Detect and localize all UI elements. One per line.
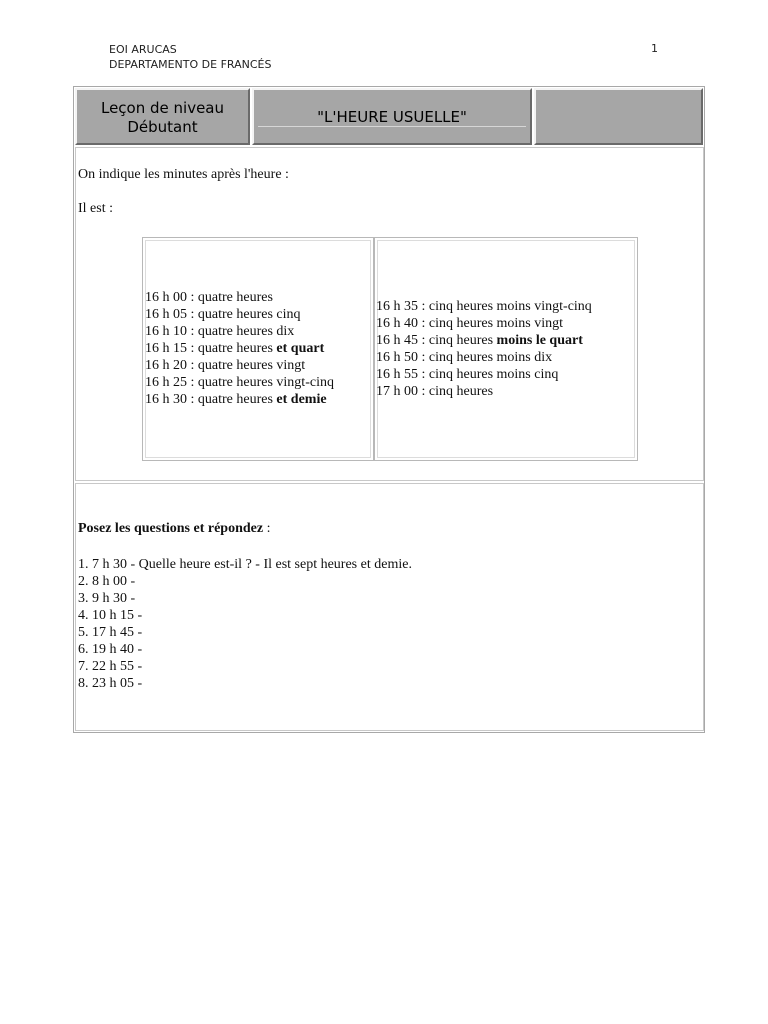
time-row: 16 h 55 : cinq heures moins cinq: [376, 367, 559, 382]
lesson-title: "L'HEURE USUELLE": [317, 108, 467, 126]
time-row: 16 h 20 : quatre heures vingt: [145, 358, 306, 373]
list-item: 2. 8 h 00 -: [78, 574, 136, 589]
time-row: 17 h 00 : cinq heures: [376, 384, 494, 399]
times-list-right: [376, 298, 592, 400]
level-line-1: Leçon de niveau: [100, 99, 225, 117]
title-rule: [258, 126, 526, 127]
time-row: 16 h 30 : quatre heures et demie: [145, 392, 327, 407]
time-row: 16 h 40 : cinq heures moins vingt: [376, 316, 564, 331]
lesson-title-cell: [252, 88, 532, 145]
department-name: DEPARTAMENTO DE FRANCÉS: [109, 58, 272, 71]
page-number: 1: [651, 42, 658, 55]
times-list-left: [145, 289, 334, 408]
time-row: 16 h 35 : cinq heures moins vingt-cinq: [376, 299, 592, 314]
list-item: 4. 10 h 15 -: [78, 608, 143, 623]
time-row: 16 h 25 : quatre heures vingt-cinq: [145, 375, 334, 390]
time-row: 16 h 45 : cinq heures moins le quart: [376, 333, 583, 348]
level-cell: [75, 88, 250, 145]
list-item: 5. 17 h 45 -: [78, 625, 143, 640]
time-row: 16 h 50 : cinq heures moins dix: [376, 350, 553, 365]
list-item: 1. 7 h 30 - Quelle heure est-il ? - Il est sept heures et demie.: [78, 557, 412, 572]
empty-header-cell: [534, 88, 703, 145]
time-row: 16 h 00 : quatre heures: [145, 290, 273, 305]
question-list: [78, 556, 412, 692]
list-item: 3. 9 h 30 -: [78, 591, 136, 606]
list-item: 7. 22 h 55 -: [78, 659, 143, 674]
list-item: 8. 23 h 05 -: [78, 676, 143, 691]
time-row: 16 h 15 : quatre heures et quart: [145, 341, 325, 356]
document-header: [109, 42, 271, 72]
list-item: 6. 19 h 40 -: [78, 642, 143, 657]
intro-text: On indique les minutes après l'heure :: [78, 167, 289, 182]
time-row: 16 h 05 : quatre heures cinq: [145, 307, 301, 322]
il-est-label: Il est :: [78, 201, 113, 216]
time-row: 16 h 10 : quatre heures dix: [145, 324, 295, 339]
exercise-title: Posez les questions et répondez :: [78, 521, 271, 536]
level-line-2: Débutant: [127, 118, 198, 136]
school-name: EOI ARUCAS: [109, 43, 177, 56]
